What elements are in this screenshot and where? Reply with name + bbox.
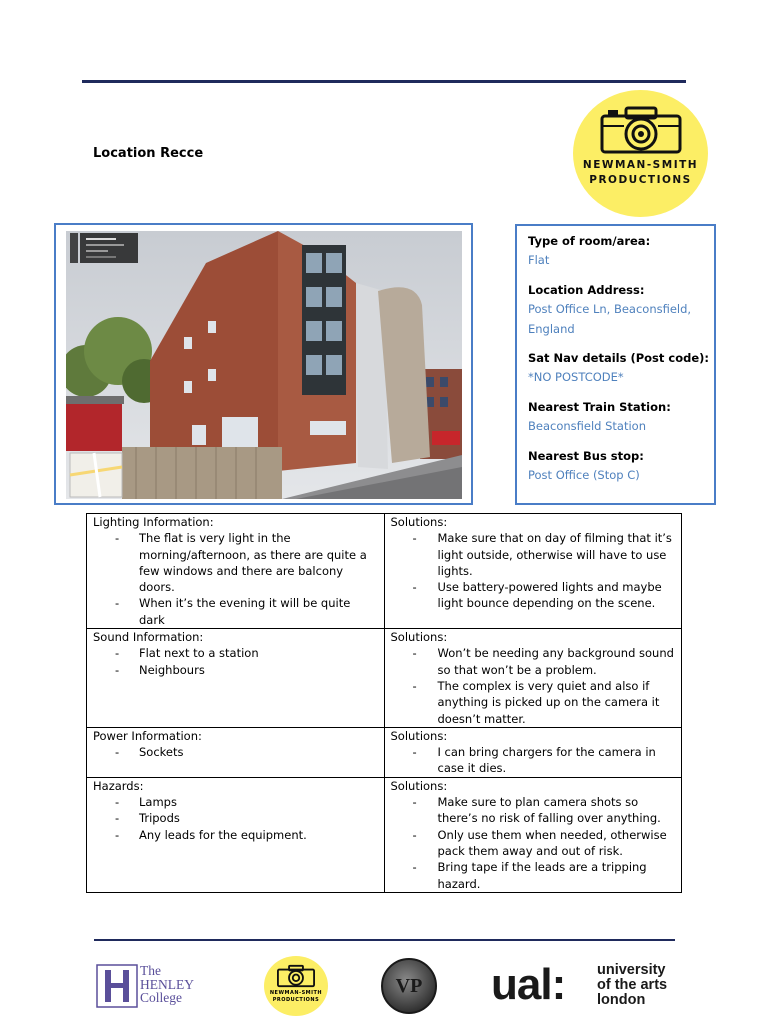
lighting-cell [87, 514, 385, 629]
power-heading: Power Information: [93, 728, 202, 743]
sound-cell [87, 629, 385, 728]
page-title: Location Recce [93, 146, 204, 161]
ual-mark: ual: [491, 960, 566, 1009]
list-item: - Lamps [93, 794, 378, 810]
room-type-value: Flat [528, 253, 550, 268]
list-item: - Make sure that on day of filming that it’s light outside, otherwise will have to use lights. [391, 530, 676, 579]
hazards-heading: Hazards: [93, 778, 144, 793]
train-station-value: Beaconsfield Station [528, 419, 647, 434]
street-view-image [66, 231, 462, 499]
table-row-lighting [87, 514, 682, 629]
location-photo [54, 223, 473, 505]
bus-stop-label: Nearest Bus stop: [528, 448, 644, 463]
ual-line-1: university [597, 962, 666, 978]
address-value-line-1: Post Office Ln, Beaconsfield, [528, 302, 692, 317]
small-logo-text-line-1: NEWMAN-SMITH [269, 990, 323, 996]
solutions-heading: Solutions: [390, 778, 448, 793]
location-details-box [515, 224, 716, 505]
address-value-line-2: England [528, 321, 575, 336]
recce-table [86, 513, 682, 893]
address-label: Location Address: [528, 282, 645, 297]
solutions-heading: Solutions: [390, 630, 448, 645]
logo-text-line-2: PRODUCTIONS [589, 174, 692, 186]
vp-text: VP [395, 975, 423, 997]
solutions-heading: Solutions: [390, 515, 448, 529]
table-row-hazards [87, 777, 682, 892]
satnav-label: Sat Nav details (Post code): [528, 351, 709, 366]
henley-line-3: College [140, 990, 182, 1005]
list-item: - When it’s the evening it will be quite dark [93, 595, 378, 628]
list-item: - The flat is very light in the morning/afternoon, as there are quite a few windows and there are balcony doors. [93, 530, 378, 595]
list-item: - Neighbours [93, 662, 378, 678]
henley-line-2: HENLEY [140, 976, 194, 992]
henley-text [140, 964, 194, 1005]
vp-logo [380, 958, 438, 1014]
list-item: - Won’t be needing any background sound so that won’t be a problem. [391, 645, 676, 678]
camera-icon [277, 964, 315, 988]
lighting-solutions-cell [384, 514, 682, 629]
list-item: - Bring tape if the leads are a tripping hazard. [391, 859, 676, 892]
list-item: - Flat next to a station [93, 645, 378, 661]
hazards-cell [87, 777, 385, 892]
ual-line-2: of the arts [597, 977, 668, 993]
camera-icon [600, 106, 682, 154]
list-item: - I can bring chargers for the camera in case it dies. [391, 744, 676, 777]
sound-heading: Sound Information: [93, 630, 204, 645]
list-item: - Make sure to plan camera shots so there’s no risk of falling over anything. [391, 794, 676, 827]
list-item: - Sockets [93, 744, 378, 760]
top-rule [82, 80, 686, 83]
henley-line-1: The [140, 963, 161, 978]
bus-stop-value: Post Office (Stop C) [528, 468, 640, 483]
lighting-heading: Lighting Information: [93, 515, 214, 529]
list-item: - The complex is very quiet and also if anything is picked up on the camera it doesn’t matter. [391, 678, 676, 727]
list-item: - Any leads for the equipment. [93, 827, 378, 843]
ual-logo [491, 962, 681, 1010]
bottom-rule [94, 939, 675, 941]
list-item: - Only use them when needed, otherwise pack them away and out of risk. [391, 827, 676, 860]
sound-solutions-cell [384, 629, 682, 728]
list-item: - Use battery-powered lights and maybe light bounce depending on the scene. [391, 579, 676, 612]
table-row-power [87, 727, 682, 777]
newman-smith-logo [573, 90, 708, 217]
solutions-heading: Solutions: [390, 728, 448, 743]
ual-line-3: london [597, 992, 646, 1008]
henley-college-logo [96, 964, 196, 1008]
list-item: - Tripods [93, 810, 378, 826]
power-cell [87, 727, 385, 777]
table-row-sound [87, 629, 682, 728]
newman-smith-small-logo [264, 956, 328, 1016]
train-station-label: Nearest Train Station: [528, 399, 671, 414]
power-solutions-cell [384, 727, 682, 777]
satnav-value: *NO POSTCODE* [528, 370, 624, 385]
henley-crest-icon [96, 964, 138, 1008]
room-type-label: Type of room/area: [528, 234, 651, 248]
ual-wordmark [597, 963, 667, 1008]
logo-text-line-1: NEWMAN-SMITH [582, 159, 699, 171]
small-logo-text-line-2: PRODUCTIONS [272, 996, 320, 1003]
hazards-solutions-cell [384, 777, 682, 892]
